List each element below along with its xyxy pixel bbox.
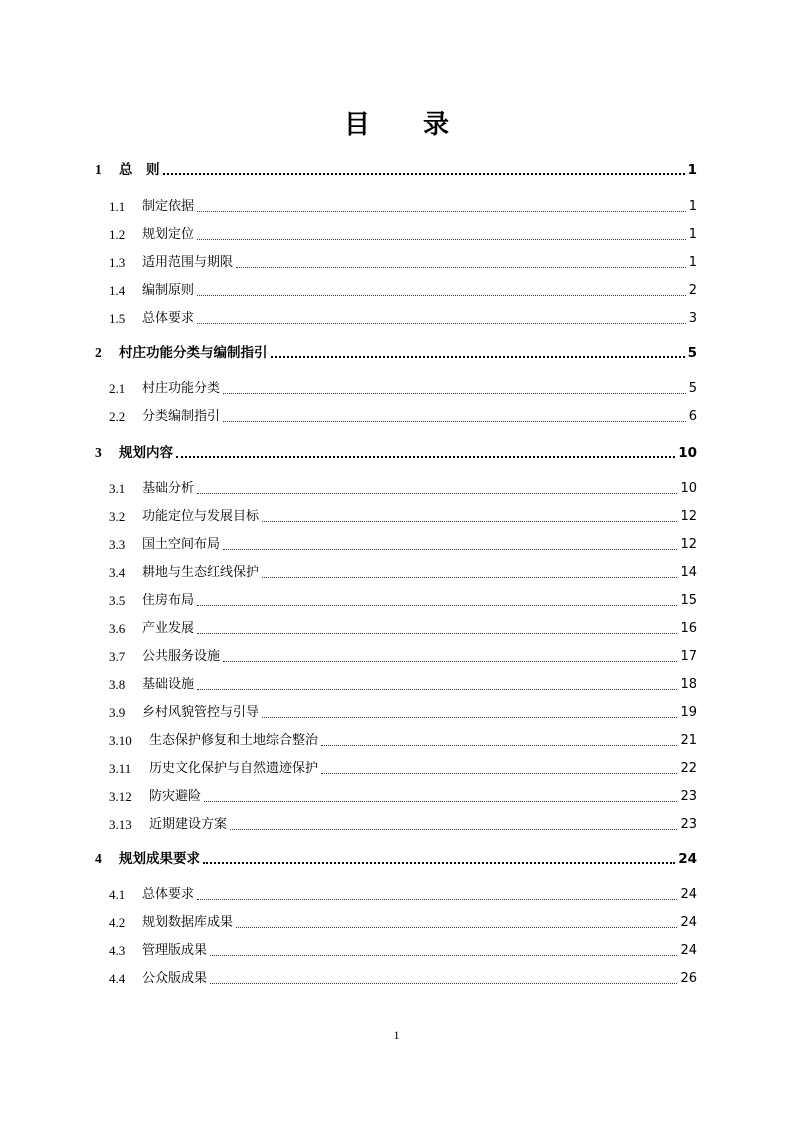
toc-section-entry[interactable] <box>0 618 793 640</box>
toc-section-entry[interactable] <box>0 730 793 752</box>
toc-section-entry[interactable] <box>0 884 793 906</box>
toc-dot-leader <box>197 633 677 634</box>
toc-section-entry[interactable] <box>0 534 793 556</box>
toc-dot-leader <box>236 267 686 268</box>
toc-title: 目 录 <box>343 110 472 140</box>
toc-entry-page: 10 <box>680 481 697 496</box>
toc-entry-number: 2.1 <box>109 381 126 396</box>
toc-entry-number: 3 <box>95 445 102 460</box>
toc-entry-number: 3.5 <box>109 593 126 608</box>
toc-entry-number: 3.1 <box>109 481 126 496</box>
toc-section-entry[interactable] <box>0 378 793 400</box>
toc-section-entry[interactable] <box>0 814 793 836</box>
toc-entry-title: 公共服务设施 <box>142 649 221 664</box>
toc-entry-number: 4.4 <box>109 971 126 986</box>
toc-entry-number: 1.5 <box>109 311 126 326</box>
toc-section-entry[interactable] <box>0 252 793 274</box>
toc-entry-title: 乡村风貌管控与引导 <box>142 705 260 720</box>
toc-section-entry[interactable] <box>0 786 793 808</box>
toc-entry-number: 3.12 <box>109 789 132 804</box>
toc-section-entry[interactable] <box>0 308 793 330</box>
toc-entry-title: 规划内容 <box>119 445 173 461</box>
toc-dot-leader <box>223 421 686 422</box>
toc-entry-number: 3.11 <box>109 761 132 776</box>
toc-chapter-entry[interactable] <box>0 159 793 181</box>
toc-entry-title: 耕地与生态红线保护 <box>142 565 260 580</box>
toc-entry-page: 12 <box>680 537 697 552</box>
toc-section-entry[interactable] <box>0 280 793 302</box>
toc-section-entry[interactable] <box>0 758 793 780</box>
toc-dot-leader <box>262 717 677 718</box>
footer-page-number: 1 <box>393 1028 400 1042</box>
toc-entry-title: 总体要求 <box>142 311 195 326</box>
toc-entry-number: 1.4 <box>109 283 126 298</box>
toc-entry-title: 制定依据 <box>142 199 195 214</box>
toc-entry-page: 21 <box>680 733 697 748</box>
toc-entry-title: 基础分析 <box>142 481 195 496</box>
toc-entry-number: 3.9 <box>109 705 126 720</box>
toc-dot-leader <box>210 983 677 984</box>
toc-dot-leader <box>321 773 677 774</box>
toc-entry-page: 1 <box>688 255 697 270</box>
toc-entry-number: 3.3 <box>109 537 126 552</box>
toc-entry-page: 2 <box>688 283 697 298</box>
toc-dot-leader <box>197 493 677 494</box>
toc-entry-page: 5 <box>687 345 697 361</box>
toc-entry-number: 4.2 <box>109 915 126 930</box>
toc-dot-leader <box>197 323 686 324</box>
toc-entry-title: 基础设施 <box>142 677 195 692</box>
toc-entry-page: 12 <box>680 509 697 524</box>
toc-entry-title: 分类编制指引 <box>142 409 221 424</box>
toc-dot-leader <box>204 801 677 802</box>
toc-dot-leader <box>210 955 677 956</box>
toc-entry-page: 22 <box>680 761 697 776</box>
toc-entry-page: 19 <box>680 705 697 720</box>
toc-entry-page: 24 <box>680 915 697 930</box>
toc-entry-number: 1.1 <box>109 199 126 214</box>
toc-entry-page: 3 <box>688 311 697 326</box>
toc-entry-page: 1 <box>688 227 697 242</box>
toc-dot-leader <box>197 689 677 690</box>
toc-entry-title: 村庄功能分类与编制指引 <box>119 345 268 361</box>
toc-dot-leader <box>223 393 686 394</box>
toc-entry-number: 4.1 <box>109 887 126 902</box>
toc-entry-page: 1 <box>688 199 697 214</box>
toc-entry-number: 3.8 <box>109 677 126 692</box>
toc-entry-title: 总体要求 <box>142 887 195 902</box>
toc-entry-page: 16 <box>680 621 697 636</box>
toc-entry-page: 24 <box>680 887 697 902</box>
toc-dot-leader <box>197 239 686 240</box>
toc-dot-leader <box>262 577 677 578</box>
toc-dot-leader <box>163 173 685 175</box>
toc-entry-title: 公众版成果 <box>142 971 208 986</box>
toc-entry-number: 3.13 <box>109 817 132 832</box>
toc-entry-title: 适用范围与期限 <box>142 255 234 270</box>
toc-section-entry[interactable] <box>0 506 793 528</box>
toc-entry-title: 近期建设方案 <box>149 817 228 832</box>
toc-dot-leader <box>197 295 686 296</box>
toc-entry-number: 1.3 <box>109 255 126 270</box>
toc-entry-page: 23 <box>680 817 697 832</box>
toc-dot-leader <box>321 745 677 746</box>
toc-section-entry[interactable] <box>0 968 793 990</box>
toc-dot-leader <box>197 605 677 606</box>
toc-chapter-entry[interactable] <box>0 442 793 464</box>
toc-entry-number: 2.2 <box>109 409 126 424</box>
toc-entry-number: 2 <box>95 345 102 360</box>
toc-entry-number: 3.6 <box>109 621 126 636</box>
toc-entry-title: 规划数据库成果 <box>142 915 234 930</box>
toc-entry-page: 18 <box>680 677 697 692</box>
toc-dot-leader <box>203 862 675 864</box>
toc-entry-number: 1.2 <box>109 227 126 242</box>
toc-section-entry[interactable] <box>0 940 793 962</box>
toc-entry-title: 产业发展 <box>142 621 195 636</box>
toc-entry-title: 总 则 <box>119 162 160 178</box>
toc-section-entry[interactable] <box>0 562 793 584</box>
toc-entry-page: 14 <box>680 565 697 580</box>
toc-chapter-entry[interactable] <box>0 342 793 364</box>
toc-entry-page: 17 <box>680 649 697 664</box>
toc-entry-title: 管理版成果 <box>142 943 208 958</box>
toc-entry-page: 15 <box>680 593 697 608</box>
toc-section-entry[interactable] <box>0 224 793 246</box>
toc-entry-page: 26 <box>680 971 697 986</box>
toc-entry-number: 3.4 <box>109 565 126 580</box>
toc-entry-number: 1 <box>95 162 102 177</box>
toc-entry-number: 3.2 <box>109 509 126 524</box>
toc-dot-leader <box>223 549 677 550</box>
toc-entry-page: 24 <box>680 943 697 958</box>
toc-entry-page: 5 <box>688 381 697 396</box>
toc-section-entry[interactable] <box>0 478 793 500</box>
toc-section-entry[interactable] <box>0 196 793 218</box>
toc-entry-page: 24 <box>678 851 697 867</box>
toc-entry-number: 3.10 <box>109 733 132 748</box>
toc-dot-leader <box>230 829 677 830</box>
toc-entry-page: 23 <box>680 789 697 804</box>
toc-chapter-entry[interactable] <box>0 848 793 870</box>
toc-section-entry[interactable] <box>0 702 793 724</box>
toc-section-entry[interactable] <box>0 646 793 668</box>
toc-section-entry[interactable] <box>0 912 793 934</box>
toc-entry-page: 6 <box>688 409 697 424</box>
toc-section-entry[interactable] <box>0 590 793 612</box>
toc-entry-title: 功能定位与发展目标 <box>142 509 260 524</box>
toc-entry-title: 规划定位 <box>142 227 195 242</box>
toc-entry-number: 3.7 <box>109 649 126 664</box>
toc-dot-leader <box>197 899 677 900</box>
toc-entry-title: 村庄功能分类 <box>142 381 221 396</box>
toc-dot-leader <box>271 356 685 358</box>
toc-dot-leader <box>223 661 677 662</box>
toc-dot-leader <box>262 521 677 522</box>
toc-entry-title: 生态保护修复和土地综合整治 <box>149 733 319 748</box>
toc-section-entry[interactable] <box>0 406 793 428</box>
toc-entry-page: 10 <box>678 445 697 461</box>
toc-entry-title: 规划成果要求 <box>119 851 200 867</box>
toc-entry-title: 国土空间布局 <box>142 537 221 552</box>
toc-entry-page: 1 <box>687 162 697 178</box>
toc-dot-leader <box>236 927 677 928</box>
toc-dot-leader <box>197 211 686 212</box>
toc-entry-title: 防灾避险 <box>149 789 202 804</box>
toc-dot-leader <box>176 456 675 458</box>
toc-entry-number: 4 <box>95 851 102 866</box>
toc-section-entry[interactable] <box>0 674 793 696</box>
toc-entry-title: 历史文化保护与自然遗迹保护 <box>149 761 319 776</box>
toc-entry-title: 编制原则 <box>142 283 195 298</box>
toc-entry-number: 4.3 <box>109 943 126 958</box>
toc-entry-title: 住房布局 <box>142 593 195 608</box>
